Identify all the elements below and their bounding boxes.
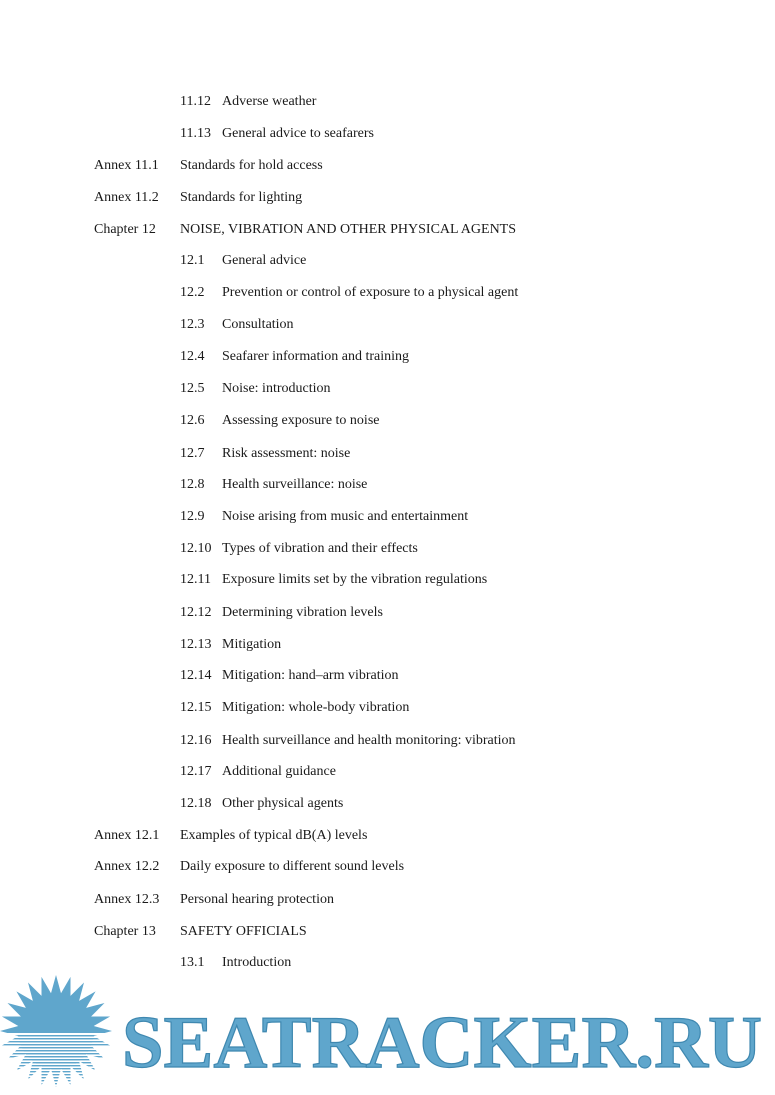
toc-number: 13.1 — [180, 955, 205, 970]
toc-label: Annex 11.1 — [94, 158, 159, 173]
toc-number: 12.9 — [180, 509, 205, 524]
toc-number: 12.7 — [180, 446, 205, 461]
toc-number: 12.15 — [180, 700, 212, 715]
toc-label: Chapter 12 — [94, 222, 156, 237]
toc-title: General advice — [222, 253, 307, 268]
toc-number: 12.16 — [180, 733, 212, 748]
toc-title: Determining vibration levels — [222, 605, 383, 620]
toc-title: Other physical agents — [222, 796, 344, 811]
toc-number: 12.11 — [180, 572, 211, 587]
toc-number: 12.4 — [180, 349, 205, 364]
toc-number: 12.13 — [180, 637, 212, 652]
toc-label: Annex 11.2 — [94, 190, 159, 205]
toc-label: Annex 12.1 — [94, 828, 160, 843]
toc-label: Annex 12.2 — [94, 859, 160, 874]
toc-title: Daily exposure to different sound levels — [180, 859, 405, 874]
toc-title: Standards for hold access — [180, 158, 323, 173]
toc-title: Mitigation: hand–arm vibration — [222, 668, 399, 683]
toc-title: SAFETY OFFICIALS — [180, 924, 307, 939]
toc-title: Prevention or control of exposure to a physical agent — [222, 285, 519, 300]
toc-title: Standards for lighting — [180, 190, 303, 205]
toc-title: Noise arising from music and entertainment — [222, 509, 469, 524]
toc-title: Seafarer information and training — [222, 349, 409, 364]
toc-number: 12.6 — [180, 413, 205, 428]
toc-number: 12.2 — [180, 285, 205, 300]
watermark — [0, 975, 775, 1090]
toc-title: Types of vibration and their effects — [222, 541, 418, 556]
toc-title: Additional guidance — [222, 764, 336, 779]
toc-title: Mitigation: whole-body vibration — [222, 700, 410, 715]
toc-title: Consultation — [222, 317, 294, 332]
toc-number: 11.13 — [180, 126, 211, 141]
toc-title: Health surveillance: noise — [222, 477, 368, 492]
toc-title: Risk assessment: noise — [222, 446, 351, 461]
toc-number: 12.14 — [180, 668, 212, 683]
toc-number: 12.3 — [180, 317, 205, 332]
toc-number: 12.5 — [180, 381, 205, 396]
toc-label: Chapter 13 — [94, 924, 156, 939]
toc-number: 11.12 — [180, 94, 211, 109]
toc-title: Exposure limits set by the vibration regulations — [222, 572, 488, 587]
toc-title: Noise: introduction — [222, 381, 331, 396]
toc-title: Introduction — [222, 955, 292, 970]
toc-number: 12.17 — [180, 764, 212, 779]
toc-title: General advice to seafarers — [222, 126, 374, 141]
toc-title: Personal hearing protection — [180, 892, 334, 907]
toc-number: 12.18 — [180, 796, 212, 811]
toc-title: Health surveillance and health monitoring: vibration — [222, 733, 516, 748]
toc-title: NOISE, VIBRATION AND OTHER PHYSICAL AGENTS — [180, 222, 517, 237]
toc-label: Annex 12.3 — [94, 892, 160, 907]
watermark-text: SEATRACKER.RU — [122, 1002, 763, 1084]
toc-title: Mitigation — [222, 637, 282, 652]
toc-title: Examples of typical dB(A) levels — [180, 828, 368, 843]
toc-title: Assessing exposure to noise — [222, 413, 380, 428]
toc-number: 12.8 — [180, 477, 205, 492]
toc-title: Adverse weather — [222, 94, 317, 109]
toc-number: 12.12 — [180, 605, 212, 620]
sun-icon — [0, 975, 112, 1087]
toc-number: 12.10 — [180, 541, 212, 556]
toc-number: 12.1 — [180, 253, 205, 268]
